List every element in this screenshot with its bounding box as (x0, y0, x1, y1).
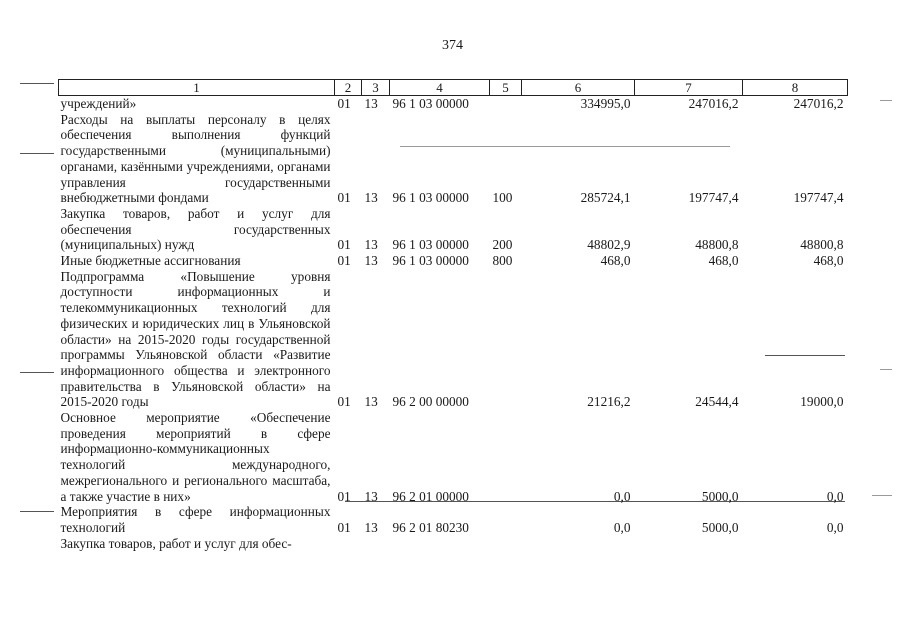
header-cell-3: 3 (362, 80, 390, 96)
row-amount-col6: 21216,2 (587, 394, 631, 410)
row-amount-col7: 197747,4 (688, 190, 739, 206)
row-section: 01 (337, 190, 351, 206)
row-target-article: 96 2 01 80230 (392, 519, 469, 535)
row-subsection (362, 536, 390, 552)
row-expense-type: 800 (492, 253, 513, 269)
row-amount-col8: 0,0 (826, 488, 844, 504)
row-target-article: 96 2 00 00000 (392, 394, 469, 410)
header-cell-2: 2 (335, 80, 362, 96)
header-cell-6: 6 (522, 80, 635, 96)
row-expense-type (490, 410, 522, 504)
row-amount-col6: 468,0 (600, 253, 631, 269)
table-row (59, 112, 848, 206)
row-name: Мероприятия в сфере информационных технологий (60, 504, 331, 535)
row-subsection: 13 (364, 488, 378, 504)
row-subsection: 13 (364, 190, 378, 206)
row-expense-type (490, 536, 522, 552)
row-amount-col6: 0,0 (613, 488, 631, 504)
row-name: Основное мероприятие «Обеспечение проведения мероприятий в сфере информационно-коммуникационных технологий международного, межрегионального и регионального масштаба, а также участие в них» (60, 410, 331, 504)
row-target-article (390, 536, 490, 552)
row-section: 01 (337, 96, 351, 111)
scan-mark (880, 369, 892, 370)
header-cell-4: 4 (390, 80, 490, 96)
row-amount-col8: 247016,2 (793, 96, 844, 111)
row-expense-type (490, 269, 522, 410)
table-header (59, 80, 848, 96)
scan-mark (880, 100, 892, 101)
header-cell-5: 5 (490, 80, 522, 96)
row-section: 01 (337, 488, 351, 504)
row-section (335, 536, 362, 552)
table-row (59, 504, 848, 535)
row-name: учреждений» (60, 96, 137, 111)
page-number: 374 (442, 38, 463, 53)
scan-mark (20, 511, 54, 512)
row-amount-col7: 5000,0 (701, 519, 739, 535)
scan-mark (20, 153, 54, 154)
row-amount-col7: 5000,0 (701, 488, 739, 504)
header-row (59, 80, 848, 96)
table-row (59, 206, 848, 253)
row-section: 01 (337, 519, 351, 535)
budget-table-sheet (58, 79, 847, 551)
row-name: Подпрограмма «Повышение уровня доступности информационных и телекоммуникационных технологий для физических и юридических лиц в Ульяновской области» на 2015-2020 годы государственной программы Ульяновской области «Развитие информационного общества и электронного правительства в Ульяновской области» на 2015-2020 годы (60, 268, 331, 410)
row-subsection: 13 (364, 96, 378, 111)
row-amount-col8: 48800,8 (800, 237, 844, 253)
row-amount-col7: 24544,4 (695, 394, 739, 410)
table-row (59, 253, 848, 269)
scan-mark (872, 495, 892, 496)
row-name: Закупка товаров, работ и услуг для обес- (60, 535, 292, 551)
budget-table (58, 79, 848, 551)
row-expense-type (490, 96, 522, 112)
row-amount-col7: 48800,8 (695, 237, 739, 253)
row-amount-col7 (635, 536, 743, 552)
row-amount-col6: 285724,1 (580, 190, 631, 206)
row-target-article: 96 1 03 00000 (392, 237, 469, 253)
row-amount-col6: 334995,0 (580, 96, 631, 111)
row-subsection: 13 (364, 394, 378, 410)
row-name: Закупка товаров, работ и услуг для обеспечения государственных (муниципальных) нужд (60, 205, 331, 253)
row-target-article: 96 1 03 00000 (392, 190, 469, 206)
table-row (59, 410, 848, 504)
header-cell-7: 7 (635, 80, 743, 96)
row-subsection: 13 (364, 519, 378, 535)
row-amount-col6: 0,0 (613, 519, 631, 535)
row-section: 01 (337, 253, 351, 269)
row-target-article: 96 2 01 00000 (392, 488, 469, 504)
row-amount-col8: 468,0 (813, 253, 844, 269)
row-expense-type: 100 (492, 190, 513, 206)
row-section: 01 (337, 394, 351, 410)
table-row (59, 269, 848, 410)
row-amount-col6: 48802,9 (587, 237, 631, 253)
row-target-article: 96 1 03 00000 (392, 96, 469, 111)
row-amount-col6 (522, 536, 635, 552)
scan-mark (20, 83, 54, 84)
row-target-article: 96 1 03 00000 (392, 253, 469, 269)
header-cell-8: 8 (743, 80, 848, 96)
row-amount-col8: 0,0 (826, 519, 844, 535)
row-section: 01 (337, 237, 351, 253)
row-amount-col7: 247016,2 (688, 96, 739, 111)
table-row (59, 96, 848, 112)
row-expense-type (490, 504, 522, 535)
row-name: Иные бюджетные ассигнования (60, 253, 241, 269)
row-subsection: 13 (364, 253, 378, 269)
row-amount-col8: 19000,0 (800, 394, 844, 410)
row-amount-col8 (743, 536, 848, 552)
row-expense-type: 200 (492, 237, 513, 253)
row-amount-col7: 468,0 (708, 253, 739, 269)
row-subsection: 13 (364, 237, 378, 253)
row-amount-col8: 197747,4 (793, 190, 844, 206)
header-cell-1: 1 (59, 80, 335, 96)
table-body (59, 96, 848, 552)
row-name: Расходы на выплаты персоналу в целях обеспечения выполнения функций государственными (муниципальными) органами, казёнными учреждениями, органами управления государственными внебюджетными фондами (60, 111, 331, 206)
scan-mark (20, 372, 54, 373)
table-row (59, 536, 848, 552)
